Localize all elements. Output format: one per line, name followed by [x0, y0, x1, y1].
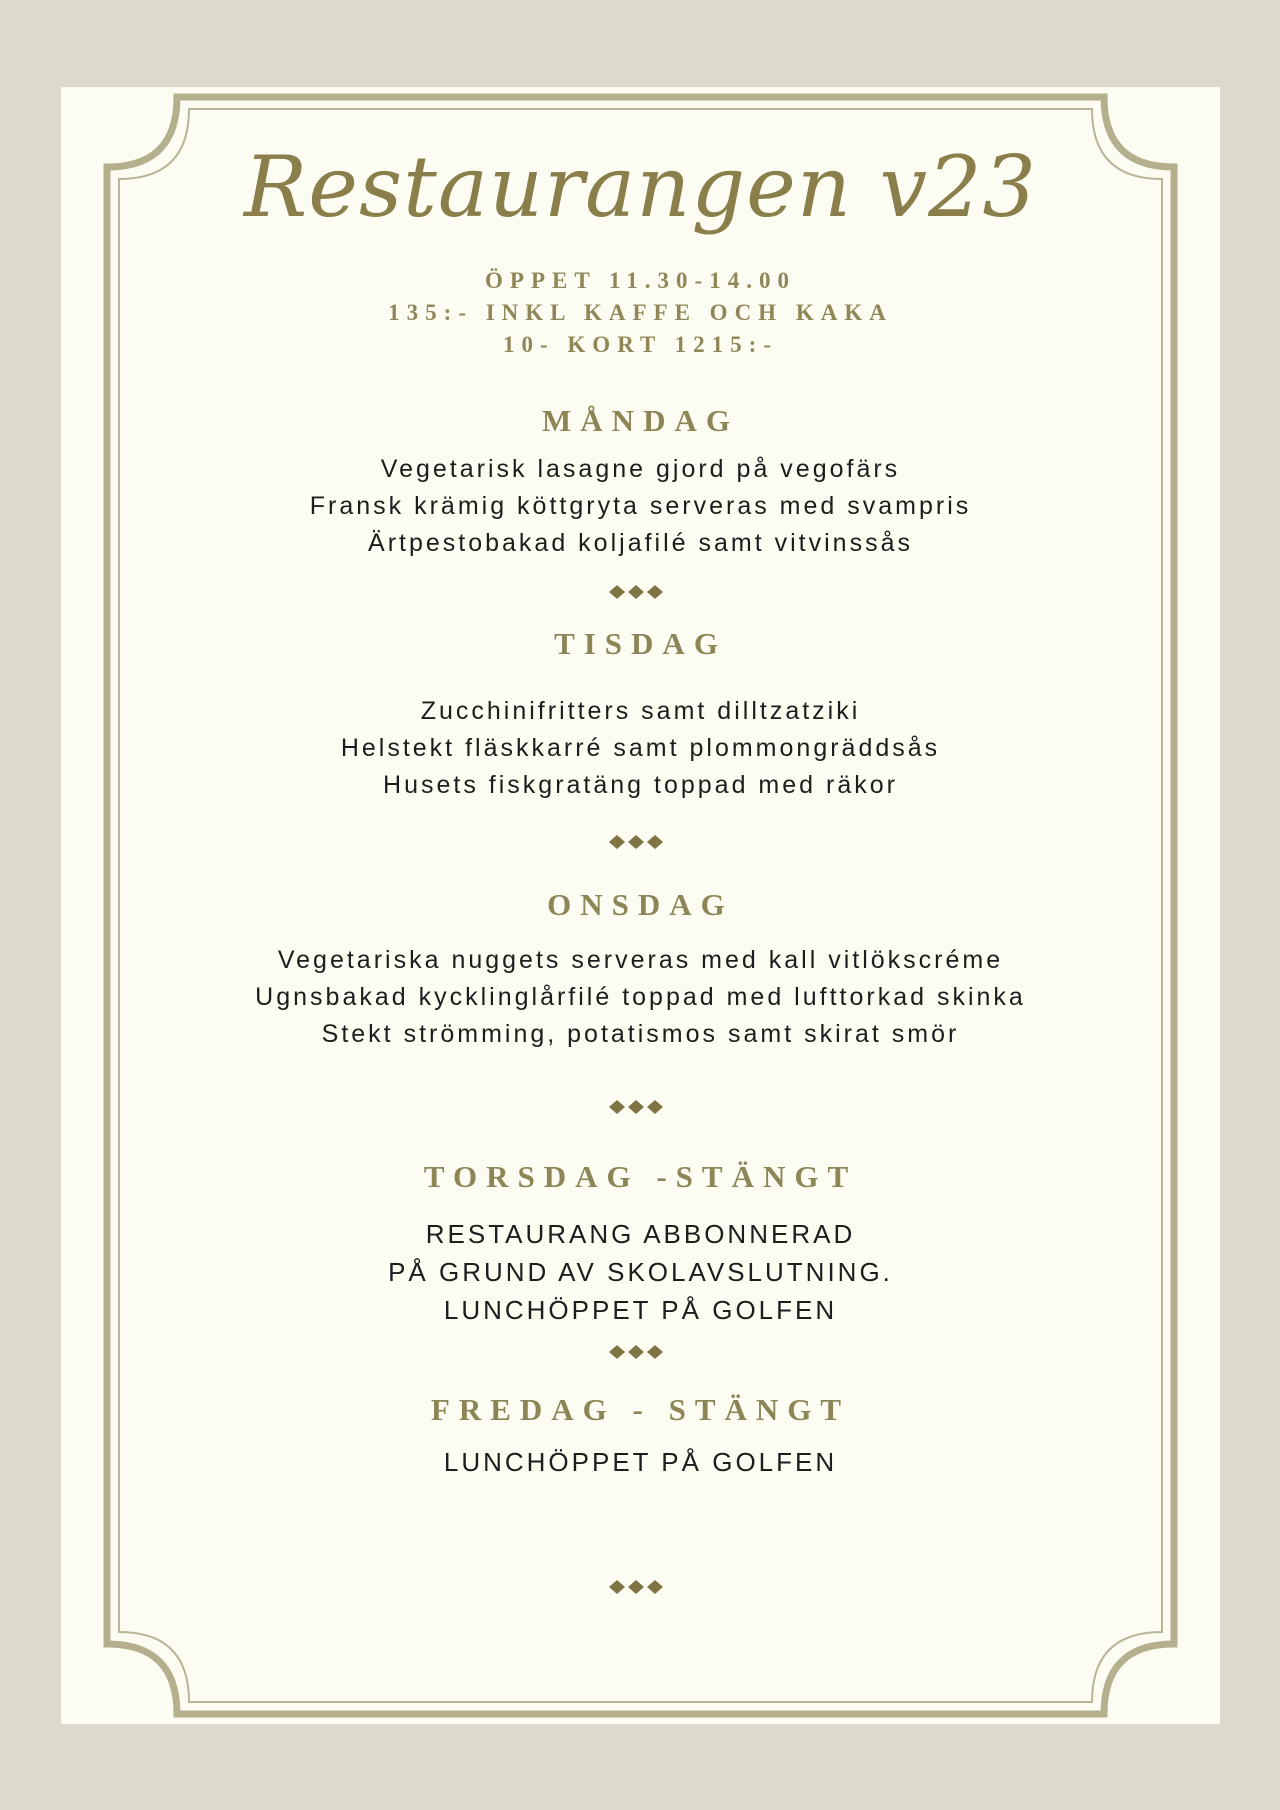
day-heading-torsdag: TORSDAG -STÄNGT: [423, 1159, 858, 1194]
dish-line: Vegetarisk lasagne gjord på vegofärs: [380, 455, 901, 483]
diamond-divider-icon: [61, 833, 1220, 851]
dish-line: Zucchinifritters samt dilltzatziki: [420, 697, 861, 725]
diamond-divider-icon: [61, 1343, 1220, 1361]
dish-line: Fransk krämig köttgryta serveras med svampris: [309, 492, 972, 520]
dish-line: Ärtpestobakad koljafilé samt vitvinssås: [368, 529, 913, 557]
closed-note-line: LUNCHÖPPET PÅ GOLFEN: [443, 1295, 838, 1325]
menu-card: [61, 87, 1220, 1724]
card-price-line: 10- KORT 1215:-: [503, 332, 778, 357]
diamond-divider-icon: [61, 1578, 1220, 1596]
dish-line: Stekt strömming, potatismos samt skirat smör: [321, 1020, 960, 1048]
day-heading-tisdag: TISDAG: [554, 626, 727, 661]
price-line: 135:- INKL KAFFE OCH KAKA: [388, 300, 893, 325]
closed-note-line: RESTAURANG ABBONNERAD: [425, 1219, 856, 1249]
day-heading-onsdag: ONSDAG: [547, 887, 734, 922]
diamond-divider-icon: [61, 1098, 1220, 1116]
day-heading-mandag: MÅNDAG: [542, 403, 739, 438]
dish-line: Vegetariska nuggets serveras med kall vitlökscréme: [277, 946, 1004, 974]
dish-line: Husets fiskgratäng toppad med räkor: [383, 771, 898, 799]
dish-line: Ugnsbakad kycklinglårfilé toppad med lufttorkad skinka: [255, 983, 1026, 1011]
closed-note-line: PÅ GRUND AV SKOLAVSLUTNING.: [388, 1257, 893, 1287]
diamond-divider-icon: [61, 583, 1220, 601]
closed-note-line: LUNCHÖPPET PÅ GOLFEN: [443, 1447, 838, 1477]
opening-hours: ÖPPET 11.30-14.00: [485, 268, 796, 293]
dish-line: Helstekt fläskkarré samt plommongräddsås: [340, 734, 941, 762]
restaurant-title: Restaurangen v23: [244, 138, 1037, 236]
day-heading-fredag: FREDAG - STÄNGT: [430, 1392, 851, 1427]
